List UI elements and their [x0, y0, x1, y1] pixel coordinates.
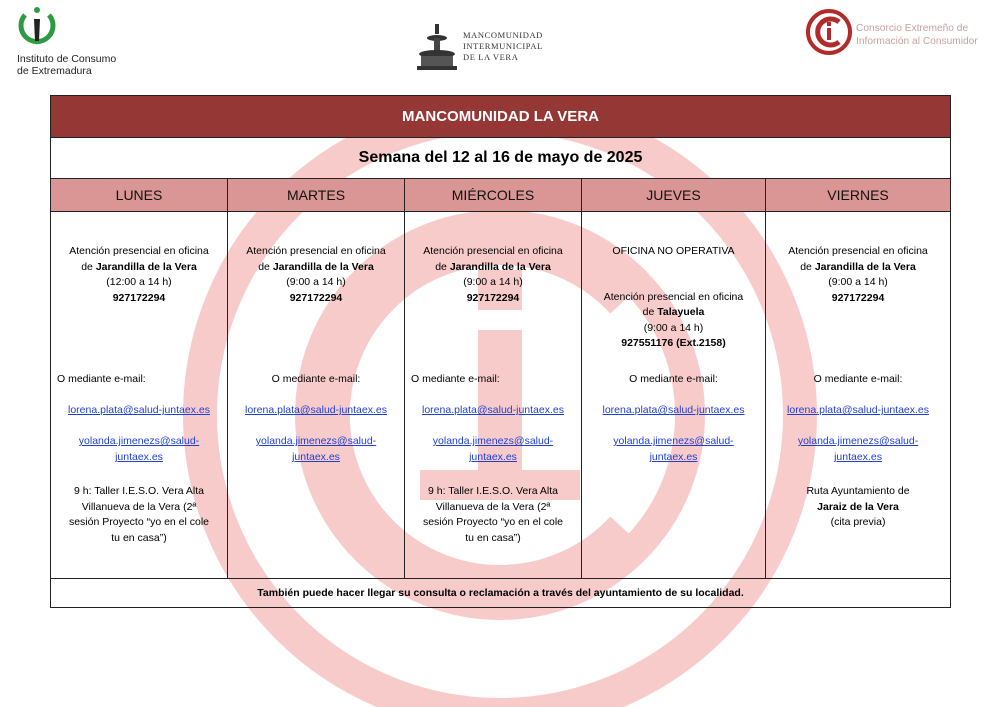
mancomunidad-logo [415, 22, 575, 77]
consorcio-icon [805, 8, 853, 56]
email-link-yolanda[interactable] [798, 435, 918, 463]
instituto-consumo-logo [15, 5, 135, 75]
email-link-part: juntaex.es [834, 450, 882, 463]
email-link-yolanda[interactable] [613, 435, 733, 463]
office-closed-notice: OFICINA NO OPERATIVA [612, 245, 735, 257]
office-hours: (9:00 a 14 h) [643, 321, 704, 334]
logo-center-line1: MANCOMUNIDAD [463, 30, 543, 40]
attention-text: Atención presencial en oficina [69, 245, 209, 257]
office-hours: (12:00 a 14 h) [106, 276, 172, 289]
office-location: Talayuela [657, 306, 705, 319]
email-label: O mediante e-mail: [629, 373, 718, 385]
workshop-line: 9 h: Taller I.E.S.O. Vera Alta [74, 485, 204, 497]
email-link-lorena[interactable]: lorena.plata@salud-juntaex.es [422, 404, 564, 416]
workshop-note [51, 484, 227, 546]
attention-prefix: de [258, 260, 273, 273]
office-phone: 927172294 [112, 291, 166, 304]
email-link-part: juntaex.es [292, 450, 340, 463]
office-location: Jarandilla de la Vera [449, 260, 551, 273]
attention-prefix: de [435, 260, 450, 273]
email-link-part: yolanda.jimenezs@salud- [613, 435, 734, 447]
attention-text: Atención presencial en oficina [423, 245, 563, 257]
attention-prefix: de [800, 260, 815, 273]
route-appointment: (cita previa) [830, 516, 886, 529]
email-link-part: yolanda.jimenezs@salud- [432, 435, 554, 447]
schedule-title: MANCOMUNIDAD LA VERA [51, 96, 951, 138]
workshop-line: tu en casa”) [111, 531, 167, 544]
day-cell-viernes [766, 212, 951, 579]
email-link-lorena[interactable]: lorena.plata@salud-juntaex.es [787, 404, 930, 416]
fountain-icon [415, 22, 459, 72]
email-label: O mediante e-mail: [411, 373, 500, 385]
email-link-yolanda[interactable] [256, 435, 376, 463]
office-hours: (9:00 a 14 h) [463, 276, 523, 289]
email-link-part: juntaex.es [649, 450, 698, 463]
office-phone: 927172294 [831, 291, 885, 304]
office-phone: 927172294 [466, 291, 520, 304]
logo-center-line3: DE LA VERA [463, 52, 519, 62]
office-location: Jarandilla de la Vera [95, 260, 197, 273]
day-header-viernes: VIERNES [766, 179, 951, 212]
email-link-part: juntaex.es [115, 450, 163, 463]
day-cell-jueves [582, 212, 766, 579]
consumo-icon [17, 5, 57, 51]
email-label: O mediante e-mail: [271, 373, 361, 385]
logo-right-line1: Consorcio Extremeño de [856, 23, 969, 34]
workshop-line: sesión Proyecto “yo en el cole [422, 516, 564, 529]
logo-left-line1: Instituto de Consumo [17, 53, 117, 65]
email-link-part: yolanda.jimenezs@salud- [255, 435, 377, 447]
day-header-miercoles: MIÉRCOLES [405, 179, 582, 212]
email-link-part: yolanda.jimenezs@salud- [797, 435, 919, 447]
route-line: Ruta Ayuntamiento de [806, 485, 910, 497]
attention-text: Atención presencial en oficina [788, 245, 928, 257]
day-cell-lunes [51, 212, 228, 579]
logo-center-line2: INTERMUNICIPAL [463, 41, 543, 51]
day-cell-martes [228, 212, 405, 579]
office-location: Jarandilla de la Vera [814, 260, 916, 273]
email-link-lorena[interactable]: lorena.plata@salud-juntaex.es [602, 404, 745, 416]
week-range: Semana del 12 al 16 de mayo de 2025 [51, 138, 951, 179]
office-hours: (9:00 a 14 h) [286, 276, 346, 289]
attention-prefix: de [642, 306, 658, 319]
email-link-part: juntaex.es [469, 450, 517, 463]
route-location: Jaraiz de la Vera [817, 500, 899, 513]
workshop-line: 9 h: Taller I.E.S.O. Vera Alta [428, 485, 558, 497]
email-link-lorena[interactable]: lorena.plata@salud-juntaex.es [68, 404, 210, 416]
email-label: O mediante e-mail: [813, 373, 903, 385]
day-header-lunes: LUNES [51, 179, 228, 212]
office-phone: 927551176 (Ext.2158) [621, 337, 726, 350]
workshop-line: Villanueva de la Vera (2ª [435, 500, 551, 513]
day-cell-miercoles [405, 212, 582, 579]
route-note [766, 484, 950, 531]
office-hours: (9:00 a 14 h) [828, 276, 888, 289]
workshop-line: Villanueva de la Vera (2ª [81, 500, 197, 513]
workshop-line: tu en casa”) [465, 531, 521, 544]
email-link-yolanda[interactable] [79, 435, 199, 463]
consorcio-logo [805, 8, 995, 58]
attention-prefix: de [81, 260, 96, 273]
workshop-note [405, 484, 581, 546]
day-header-jueves: JUEVES [582, 179, 766, 212]
attention-text: Atención presencial en oficina [246, 245, 386, 257]
office-location: Jarandilla de la Vera [272, 260, 374, 273]
footer-note: También puede hacer llegar su consulta o reclamación a través del ayuntamiento de su localidad. [51, 579, 951, 608]
email-link-lorena[interactable]: lorena.plata@salud-juntaex.es [245, 404, 387, 416]
logo-right-line2: Información al Consumidor [856, 36, 978, 47]
day-header-martes: MARTES [228, 179, 405, 212]
attention-text: Atención presencial en oficina [603, 290, 744, 303]
schedule-table [50, 95, 951, 608]
logo-left-line2: de Extremadura [17, 65, 92, 77]
email-link-yolanda[interactable] [433, 435, 553, 463]
workshop-line: sesión Proyecto “yo en el cole [68, 516, 210, 529]
email-label: O mediante e-mail: [57, 373, 146, 385]
office-phone: 927172294 [289, 291, 343, 304]
email-link-part: yolanda.jimenezs@salud- [78, 435, 200, 447]
